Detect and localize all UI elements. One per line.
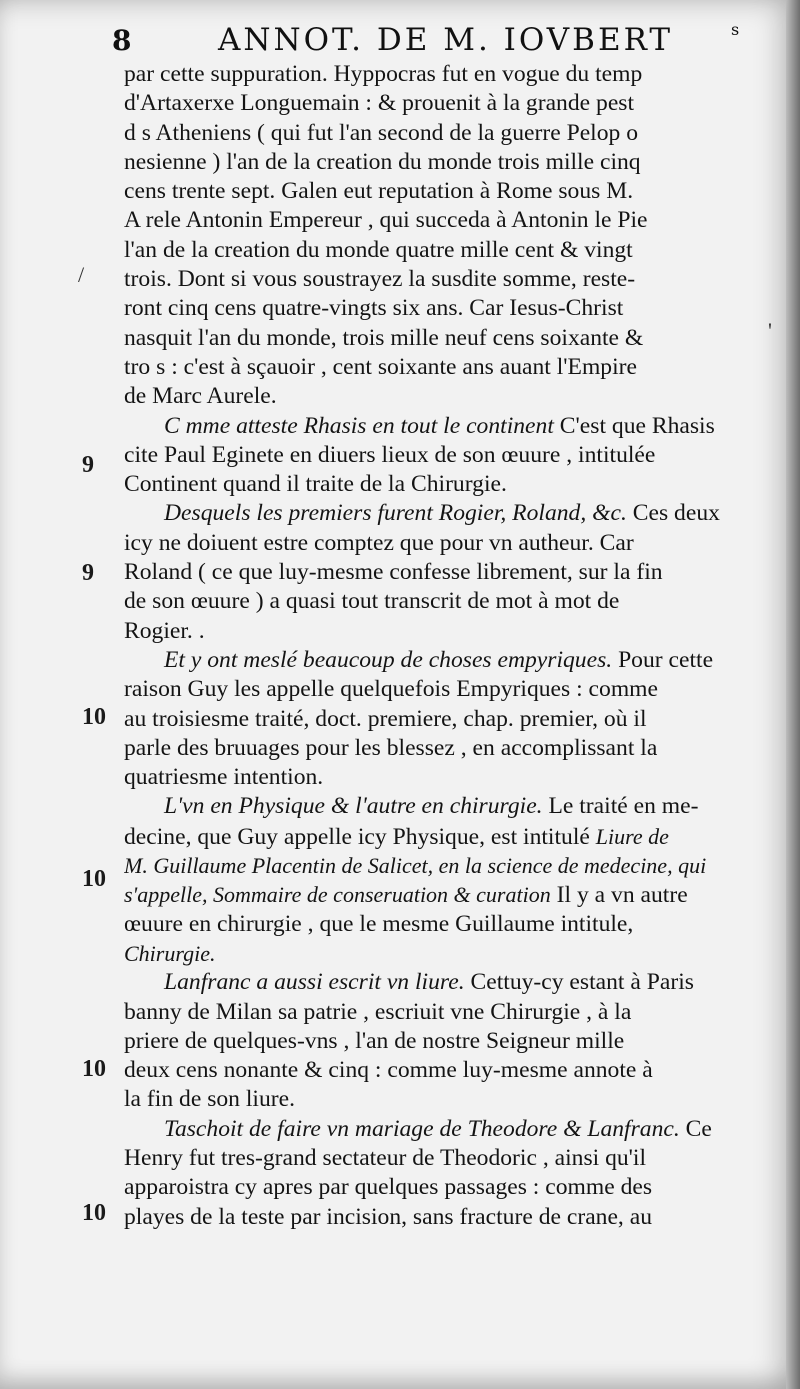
text-line [124, 968, 748, 997]
text-run: Il y a vn autre [556, 882, 688, 909]
body-text [124, 60, 748, 1232]
text-line: œuure en chirurgie , que le mesme Guillaume intitule, [124, 910, 634, 937]
lemma: Desquels les premiers furent Rogier, Roland, &c. [164, 500, 627, 527]
text-line: trois. Dont si vous soustrayez la susdite somme, reste- [124, 266, 636, 293]
text-run: Le traité en me- [548, 793, 699, 820]
text-line [124, 646, 748, 675]
text-line [124, 792, 748, 821]
text-run: Pour cette [618, 646, 714, 673]
text-line: Chirurgie. [124, 940, 216, 966]
text-run: Cettuy-cy estant à Paris [470, 969, 694, 996]
text-line: d s Atheniens ( qui fut l'an second de la guerre Pelop o [124, 119, 639, 146]
text-line: Continent quand il traite de la Chirurgie. [124, 471, 507, 498]
lemma: Taschoit de faire vn mariage de Theodore & Lanfranc. [164, 1115, 680, 1142]
margin-note: 9 [82, 560, 94, 586]
text-line: par cette suppuration. Hyppocras fut en vogue du temp [124, 61, 643, 87]
text-line [124, 499, 748, 528]
text-line: de Marc Aurele. [124, 383, 277, 410]
text-line: de son œuure ) a quasi tout transcrit de mot à mot de [124, 588, 620, 615]
text-line: nasquit l'an du monde, trois mille neuf cens soixante & [124, 324, 644, 351]
signature-mark: s [731, 20, 740, 39]
text-run: Ces deux [632, 500, 720, 527]
text-line: parle des bruuages pour les blessez , en accomplissant la [124, 734, 658, 761]
text-line: raison Guy les appelle quelquefois Empyriques : comme [124, 676, 659, 703]
text-line: Henry fut tres-grand sectateur de Theodoric , ainsi qu'il [124, 1144, 647, 1171]
text-line: quatriesme intention. [124, 764, 324, 791]
margin-mark: / [78, 262, 85, 287]
page-gutter-shadow [786, 0, 800, 1389]
text-line [124, 822, 748, 851]
text-line: cens trente sept. Galen eut reputation à Rome sous M. [124, 178, 634, 205]
text-line: tro s : c'est à sçauoir , cent soixante ans auant l'Empire [124, 353, 637, 380]
text-run: decine, que Guy appelle icy Physique, est intitulé [124, 823, 590, 850]
text-line [124, 880, 748, 909]
margin-note: 10 [82, 866, 106, 892]
page-header [108, 14, 748, 62]
text-run: Ce [685, 1115, 712, 1142]
text-line: l'an de la creation du monde quatre mille cent & vingt [124, 236, 633, 263]
text-line: playes de la teste par incision, sans fracture de crane, au [124, 1203, 653, 1230]
text-line: d'Artaxerxe Longuemain : & prouenit à la grande pest [124, 90, 635, 117]
lemma: L'vn en Physique & l'autre en chirurgie. [164, 793, 543, 820]
margin-note: 10 [82, 1056, 106, 1082]
margin-note: 9 [82, 452, 94, 478]
lemma: C mme atteste Rhasis en tout le continent [164, 412, 554, 439]
text-line: cite Paul Eginete en diuers lieux de son œuure , intitulée [124, 441, 656, 468]
text-line: nesienne ) l'an de la creation du monde trois mille cinq [124, 148, 641, 175]
text-line [124, 412, 748, 441]
italic-run: s'appelle, Sommaire de conseruation & curation [124, 882, 551, 908]
text-line: apparoistra cy apres par quelques passages : comme des [124, 1174, 653, 1201]
text-run: C'est que Rhasis [559, 412, 715, 439]
text-line: ront cinq cens quatre-vingts six ans. Car Iesus-Christ [124, 295, 624, 322]
lemma: Et y ont meslé beaucoup de choses empyriques. [164, 646, 613, 673]
text-line [124, 1115, 748, 1144]
text-line: la fin de son liure. [124, 1086, 296, 1113]
text-line: M. Guillaume Placentin de Salicet, en la science de medecine, qui [124, 853, 707, 879]
lemma: Lanfranc a aussi escrit vn liure. [164, 969, 465, 996]
text-line: Rogier. . [124, 617, 205, 644]
text-line: banny de Milan sa patrie , escriuit vne Chirurgie , à la [124, 998, 632, 1025]
text-line: Roland ( ce que luy-mesme confesse librement, sur la fin [124, 559, 663, 586]
margin-mark: ' [768, 318, 772, 343]
text-line: au troisiesme traité, doct. premiere, chap. premier, où il [124, 705, 647, 732]
page-number: 8 [112, 24, 132, 57]
text-line: deux cens nonante & cinq : comme luy-mesme annote à [124, 1057, 653, 1084]
running-head: ANNOT. DE M. IOVBERT [218, 22, 674, 58]
margin-note: 10 [82, 704, 106, 730]
text-line: priere de quelques-vns , l'an de nostre Seigneur mille [124, 1027, 625, 1054]
italic-run: Liure de [595, 823, 669, 849]
text-line: icy ne doiuent estre comptez que pour vn autheur. Car [124, 529, 634, 556]
margin-note: 10 [82, 1200, 106, 1226]
text-line: A rele Antonin Empereur , qui succeda à Antonin le Pie [124, 207, 648, 234]
